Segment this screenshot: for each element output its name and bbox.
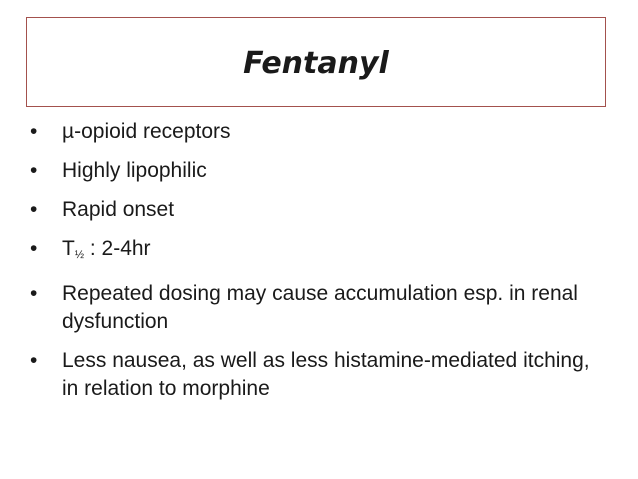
slide-title: Fentanyl (243, 45, 389, 81)
bullet-list (30, 118, 610, 414)
bullet-text: µ-opioid receptors (62, 120, 231, 143)
half-life-symbol: T (62, 237, 75, 260)
bullet-item-accumulation (30, 280, 610, 336)
bullet-item-lipophilic (30, 157, 610, 185)
bullet-icon: • (30, 237, 38, 260)
bullet-text: Repeated dosing may cause accumulation esp. in renal dysfunction (62, 282, 578, 333)
bullet-item-onset (30, 196, 610, 224)
bullet-icon: • (30, 198, 38, 221)
bullet-text: Less nausea, as well as less histamine-mediated itching, in relation to morphine (62, 349, 590, 400)
bullet-icon: • (30, 120, 38, 143)
bullet-item-half-life (30, 235, 610, 269)
half-life-value: : 2-4hr (84, 237, 151, 260)
bullet-item-side-effects (30, 347, 610, 403)
half-life-subscript: ½ (74, 249, 85, 261)
bullet-icon: • (30, 349, 38, 372)
bullet-icon: • (30, 282, 38, 305)
bullet-text: Rapid onset (62, 198, 175, 221)
title-box (26, 17, 606, 107)
bullet-text: Highly lipophilic (62, 159, 207, 182)
bullet-item-receptors (30, 118, 610, 146)
bullet-icon: • (30, 159, 38, 182)
